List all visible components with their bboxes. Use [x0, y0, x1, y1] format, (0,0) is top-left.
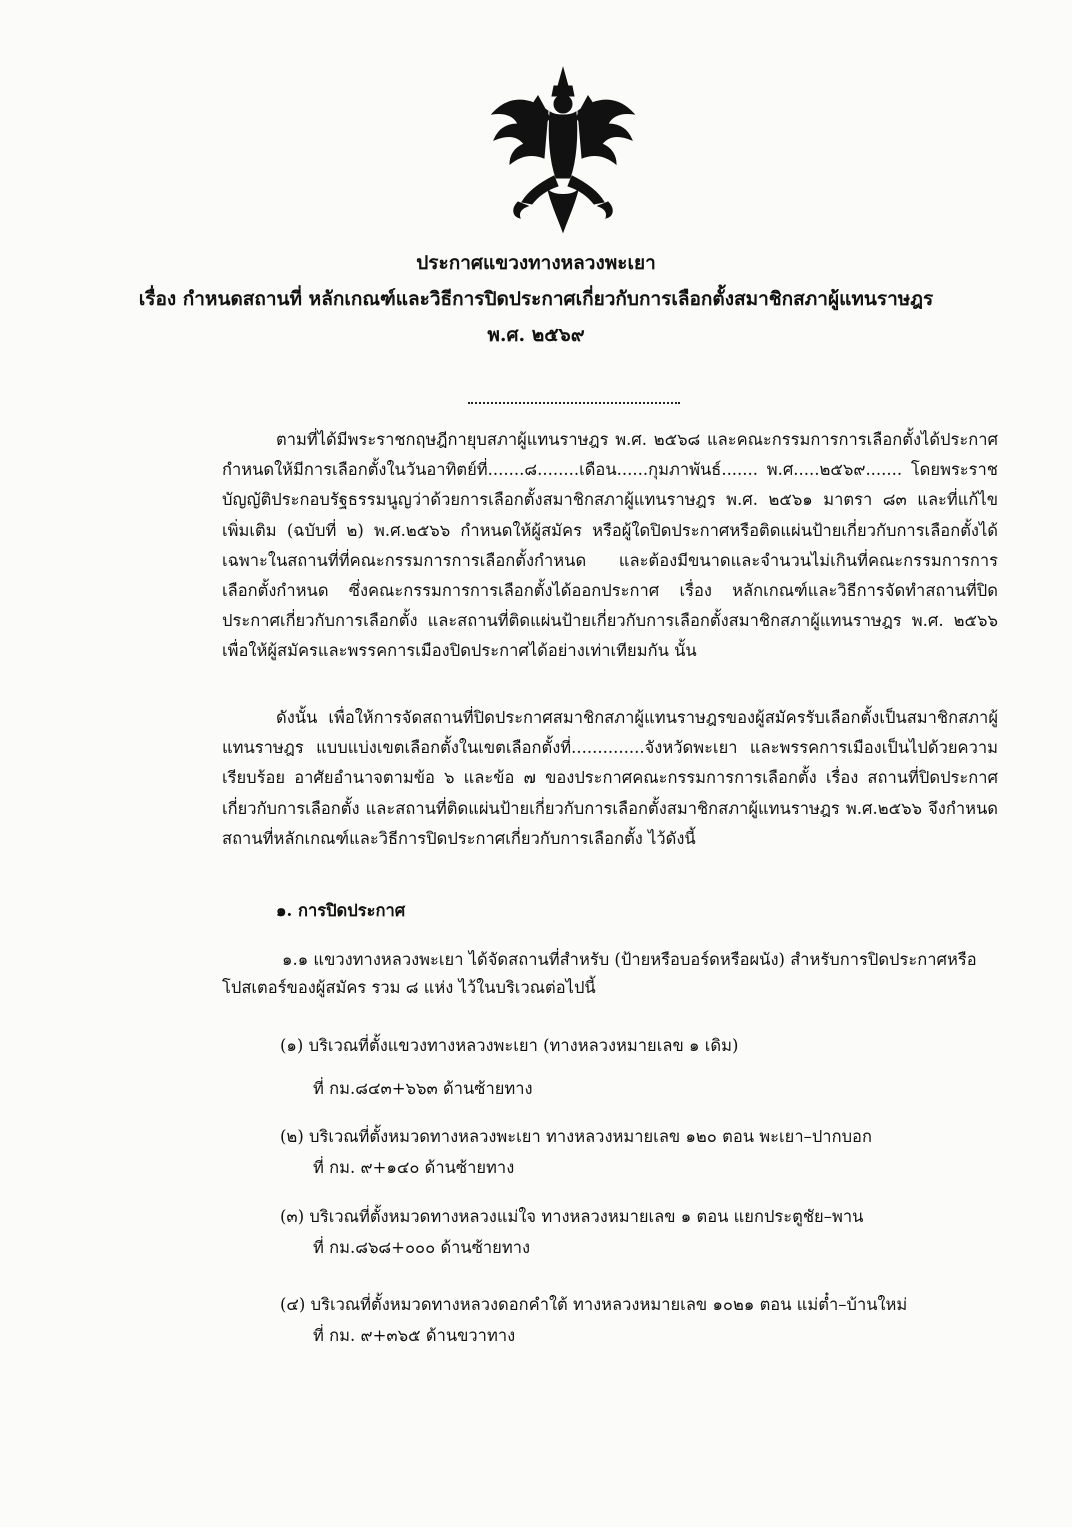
announcement-agency-title: ประกาศแขวงทางหลวงพะเยา: [416, 252, 656, 274]
announcement-year: พ.ศ. ๒๕๖๙: [487, 324, 585, 346]
dotted-divider: [468, 402, 680, 404]
location-km: ที่ กม.๘๔๓+๖๖๓ ด้านซ้ายทาง: [313, 1079, 533, 1098]
location-item: [280, 1201, 980, 1263]
location-km: ที่ กม.๘๖๘+๐๐๐ ด้านซ้ายทาง: [313, 1238, 531, 1257]
location-line: (๒) บริเวณที่ตั้งหมวดทางหลวงพะเยา ทางหลวงหมายเลข ๑๒๐ ตอน พะเยา–ปากบอก: [280, 1127, 872, 1146]
location-km: ที่ กม. ๙+๓๖๕ ด้านขวาทาง: [313, 1326, 516, 1345]
garuda-emblem-icon: [488, 66, 638, 236]
body-paragraph-1: [222, 425, 998, 667]
location-item: [280, 1289, 980, 1351]
paragraph-1-text: ตามที่ได้มีพระราชกฤษฎีกายุบสภาผู้แทนราษฎร พ.ศ. ๒๕๖๘ และคณะกรรมการการเลือกตั้งได้ประกาศกำหนดให้มีการเลือกตั้งในวันอาทิตย์ที่.......๘........เดือน......กุมภาพันธ์....... พ.ศ.....๒๕๖๙....... โดยพระราชบัญญัติประกอบรัฐธรรมนูญว่าด้วยการเลือกตั้งสมาชิกสภาผู้แทนราษฎร พ.ศ. ๒๕๖๑ มาตรา ๘๓ และที่แก้ไขเพิ่มเติม (ฉบับที่ ๒) พ.ศ.๒๕๖๖ กำหนดให้ผู้สมัคร หรือผู้ใดปิดประกาศหรือติดแผ่นป้ายเกี่ยวกับการเลือกตั้งได้เฉพาะในสถานที่ที่คณะกรรมการการเลือกตั้งกำหนด และต้องมีขนาดและจำนวนไม่เกินที่คณะกรรมการการเลือกตั้งกำหนด ซึ่งคณะกรรมการการเลือกตั้งได้ออกประกาศ เรื่อง หลักเกณฑ์และวิธีการจัดทำสถานที่ปิดประกาศเกี่ยวกับการเลือกตั้ง และสถานที่ติดแผ่นป้ายเกี่ยวกับการเลือกตั้งสมาชิกสภาผู้แทนราษฎร พ.ศ. ๒๕๖๖ เพื่อให้ผู้สมัครและพรรคการเมืองปิดประกาศได้อย่างเท่าเทียมกัน นั้น: [222, 430, 998, 661]
announcement-subject: เรื่อง กำหนดสถานที่ หลักเกณฑ์และวิธีการปิดประกาศเกี่ยวกับการเลือกตั้งสมาชิกสภาผู้แทนราษฎร: [138, 288, 934, 310]
location-item: [280, 1030, 980, 1104]
section-1-1: [222, 946, 998, 1002]
location-line: (๔) บริเวณที่ตั้งหมวดทางหลวงดอกคำใต้ ทางหลวงหมายเลข ๑๐๒๑ ตอน แม่ต๋ำ–บ้านใหม่: [280, 1295, 908, 1314]
body-paragraph-2: [222, 703, 998, 854]
section-1-title: ๑. การปิดประกาศ: [276, 901, 406, 920]
paragraph-2-text: ดังนั้น เพื่อให้การจัดสถานที่ปิดประกาศสมาชิกสภาผู้แทนราษฎรของผู้สมัครรับเลือกตั้งเป็นสมาชิกสภาผู้แทนราษฎร แบบแบ่งเขตเลือกตั้งในเขตเลือกตั้งที่..............จังหวัดพะเยา และพรรคการเมืองเป็นไปด้วยความเรียบร้อย อาศัยอำนาจตามข้อ ๖ และข้อ ๗ ของประกาศคณะกรรมการการเลือกตั้ง เรื่อง สถานที่ปิดประกาศเกี่ยวกับการเลือกตั้ง และสถานที่ติดแผ่นป้ายเกี่ยวกับการเลือกตั้งสมาชิกสภาผู้แทนราษฎร พ.ศ.๒๕๖๖ จึงกำหนดสถานที่หลักเกณฑ์และวิธีการปิดประกาศเกี่ยวกับการเลือกตั้ง ไว้ดังนี้: [222, 708, 998, 848]
location-km: ที่ กม. ๙+๑๔๐ ด้านซ้ายทาง: [313, 1158, 515, 1177]
section-1-1-text: ๑.๑ แขวงทางหลวงพะเยา ได้จัดสถานที่สำหรับ (ป้ายหรือบอร์ดหรือผนัง) สำหรับการปิดประกาศหรือโปสเตอร์ของผู้สมัคร รวม ๘ แห่ง ไว้ในบริเวณต่อไปนี้: [222, 950, 977, 997]
location-item: [280, 1121, 980, 1183]
location-line: (๑) บริเวณที่ตั้งแขวงทางหลวงพะเยา (ทางหลวงหมายเลข ๑ เดิม): [280, 1036, 739, 1055]
location-line: (๓) บริเวณที่ตั้งหมวดทางหลวงแม่ใจ ทางหลวงหมายเลข ๑ ตอน แยกประตูชัย–พาน: [280, 1207, 864, 1226]
